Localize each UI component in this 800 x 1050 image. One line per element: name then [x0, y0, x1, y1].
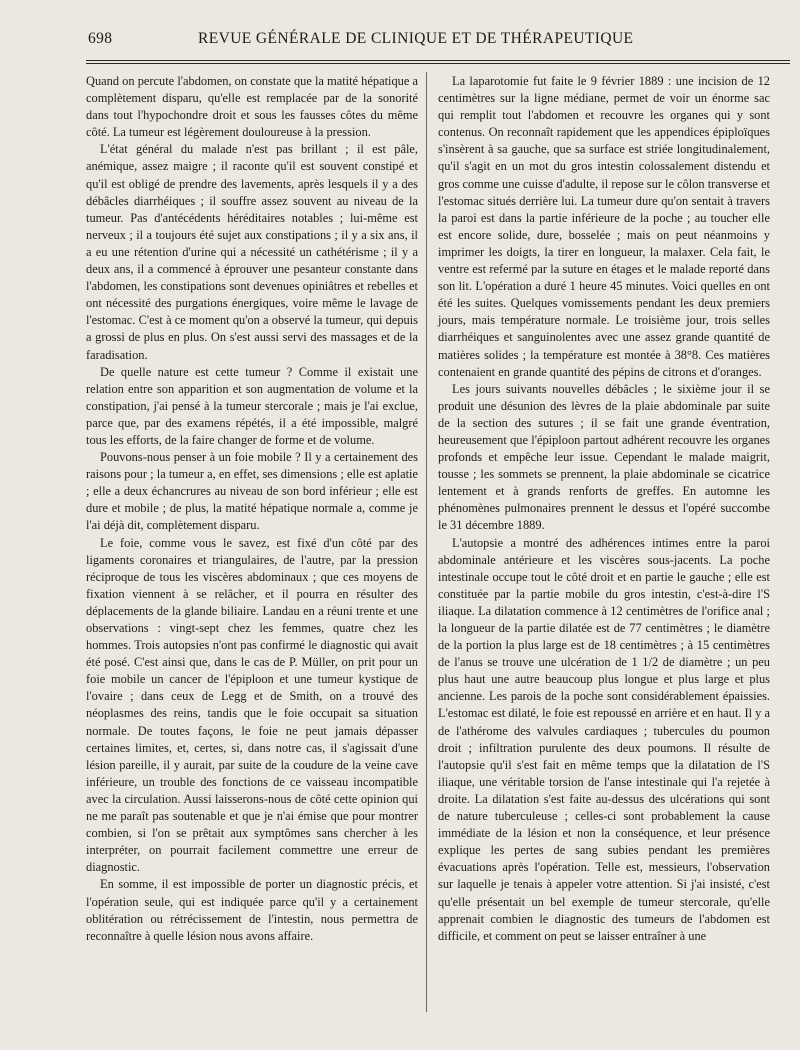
left-paragraph-4: Pouvons-nous penser à un foie mobile ? Il y a certainement des raisons pour ; la tumeur a, en effet, ses dimensions ; elle est aplatie ; elle a deux échancrures au niveau de son bord inférieur ; elle est dure et mobile ; de plus, la matité hépatique normale a, comme je l'ai déjà dit, complètement disparu.: [86, 450, 418, 533]
page-number: 698: [88, 30, 113, 47]
running-header: [88, 28, 788, 52]
right-paragraph-2: Les jours suivants nouvelles débâcles ; le sixième jour il se produit une désunion des lèvres de la plaie abdominale par suite de la section des sutures ; il se fait une grande éventration, heureusement que l'épiploon partout adhérent recouvre les organes profonds et empêche leur issue. Cependant le malade maigrit, tousse ; les sommets se prennent, la plaie abdominale se cicatrice lentement et à grands renforts de greffes. En automne les phénomènes pulmonaires prennent le dessus et l'opéré succombe le 31 décembre 1889.: [438, 381, 770, 533]
left-column: [86, 73, 418, 945]
left-paragraph-1: Quand on percute l'abdomen, on constate que la matité hépatique a complètement disparu, qu'elle est remplacée par de la sonorité dans tout l'hypochondre droit et sous les fausses côtes du même côté. La tumeur est légèrement douloureuse à la pression.: [86, 74, 418, 140]
column-divider: [426, 72, 427, 1012]
header-rule-secondary: [86, 63, 790, 64]
journal-title: REVUE GÉNÉRALE DE CLINIQUE ET DE THÉRAPEUTIQUE: [198, 30, 634, 47]
right-column: [438, 73, 770, 945]
header-rule: [86, 60, 790, 61]
right-paragraph-1: La laparotomie fut faite le 9 février 1889 : une incision de 12 centimètres sur la ligne médiane, permet de voir un énorme sac qui remplit tout l'abdomen et recouvre les organes qui y sont contenus. On reconnaît rapidement que les appendices épiploïques s'insèrent à sa gauche, que sa surface est striée longitudinalement, qu'il s'agit en un mot du gros intestin colossalement distendu et gros comme une cuisse d'adulte, il repose sur le côlon transverse et l'estomac situés derrière lui. La tumeur dure qu'on sentait à travers la paroi est dans la partie inférieure de la poche ; au toucher elle est encore solide, dure, bosselée ; mais on peut néanmoins y imprimer les doigts, la tirer en longueur, la malaxer. Cela fait, le ventre est refermé par la suture en étages et le malade reporté dans son lit. L'opération a duré 1 heure 45 minutes. Voici quelles en ont été les suites. Quelques vomissements pendant les deux premiers jours, mais température normale. Le troisième jour, trois selles diarrhéiques et sanguinolentes avec une assez grande quantité de matières solides ; la température est montée à 38°8. Ces matières contenaient en grande quantité des pépins de citrons et d'oranges.: [438, 74, 770, 379]
right-paragraph-3: L'autopsie a montré des adhérences intimes entre la paroi abdominale antérieure et les viscères sous-jacents. La poche intestinale occupe tout le côté droit et en partie le gauche ; elle est constituée par la partie mobile du gros intestin, c'est-à-dire l'S iliaque. La dilatation commence à 12 centimètres de l'orifice anal ; la longueur de la partie dilatée est de 77 centimètres ; le diamètre de la portion la plus large est de 18 centimètres ; à 15 centimètres de l'anus se trouve une ulcération de 1 1/2 de diamètre ; un peu plus haut une autre beaucoup plus longue et plus large et plus ancienne. Les parois de la poche sont considérablement épaissies. L'estomac est dilaté, le foie est repoussé en arrière et en haut. Il y a de l'athérome des valvules cardiaques ; tubercules du poumon droit ; infiltration purulente des deux poumons. Il résulte de l'autopsie qu'il s'est fait en même temps que la dilatation de l'S iliaque, une véritable torsion de l'anse intestinale qui l'a rejetée à droite. La dilatation s'est faite au-dessus des ulcérations qui sont de nature tuberculeuse ; celles-ci sont probablement la cause immédiate de la lésion et non la conséquence, et leur présence explique les pertes de sang subies pendant les premières évacuations après l'opération. Telle est, messieurs, l'observation sur laquelle je tenais à appeler votre attention. Si j'ai insisté, c'est qu'elle présentait un bel exemple de tumeur stercorale, qu'elle apprenait combien le diagnostic des tumeurs de l'abdomen est difficile, et comment on peut se laisser entraîner à une: [438, 535, 770, 943]
left-paragraph-6: En somme, il est impossible de porter un diagnostic précis, et l'opération seule, qui est indiquée parce qu'il y a certainement oblitération ou rétrécissement de l'intestin, nous permettra de reconnaître à quelle lésion nous avons affaire.: [86, 877, 418, 943]
left-paragraph-3: De quelle nature est cette tumeur ? Comme il existait une relation entre son apparition et son augmentation de volume et la constipation, j'ai pensé à la tumeur stercorale ; mais je l'ai exclue, parce que, par des examens répétés, il a été impossible, malgré tous les efforts, de la faire changer de forme et de volume.: [86, 364, 418, 447]
left-paragraph-5: Le foie, comme vous le savez, est fixé d'un côté par des ligaments coronaires et triangulaires, de l'autre, par la pression réciproque de tous les viscères abdominaux ; que ces moyens de fixation viennent à se relâcher, et il pourra en résulter des déplacements de la glande biliaire. Landau en a réuni trente et une observations : vingt-sept chez les femmes, quatre chez les hommes. Trois autopsies n'ont pas confirmé le diagnostic qui avait été posé. C'est ainsi que, dans le cas de P. Müller, on prit pour un foie mobile un cancer de l'épiploon et une tumeur kystique de l'ovaire ; dans ceux de Legg et de Smith, on a trouvé des néoplasmes des reins, tandis que le foie occupait sa situation normale. De toutes façons, le foie ne peut jamais dépasser certaines limites, et, certes, si, dans notre cas, il s'agissait d'une lésion pareille, il y aurait, par suite de la coudure de la veine cave inférieure, un trouble des fonctions de ce vaisseau incompatible avec la circulation. Aussi laisserons-nous de côté cette opinion qui ne me paraît pas soutenable et que je n'ai émise que pour montrer combien, si l'on se prêtait aux symptômes sans chercher à les interpréter, on pourrait facilement commettre une erreur de diagnostic.: [86, 535, 418, 875]
left-paragraph-2: L'état général du malade n'est pas brillant ; il est pâle, anémique, assez maigre ; il raconte qu'il est souvent constipé et qu'il est obligé de prendre des lavements, après lesquels il y a des débâcles diarrhéiques ; il souffre assez souvent au niveau de la tumeur. Pas d'antécédents héréditaires notables ; lui-même est nerveux ; il a toujours été sujet aux constipations ; il y a six ans, il a eu une rétention d'urine qui a nécessité un cathétérisme ; il y a deux ans, il a commencé à éprouver une pesanteur constante dans l'abdomen, les constipations sont devenues opiniâtres et rebelles et ont nécessité des purgations énergiques, voire même le lavage de l'estomac. C'est à ce moment qu'on a observé la tumeur, qui depuis a grossi de plus en plus. On s'est aussi servi des massages et de la faradisation.: [86, 142, 418, 362]
